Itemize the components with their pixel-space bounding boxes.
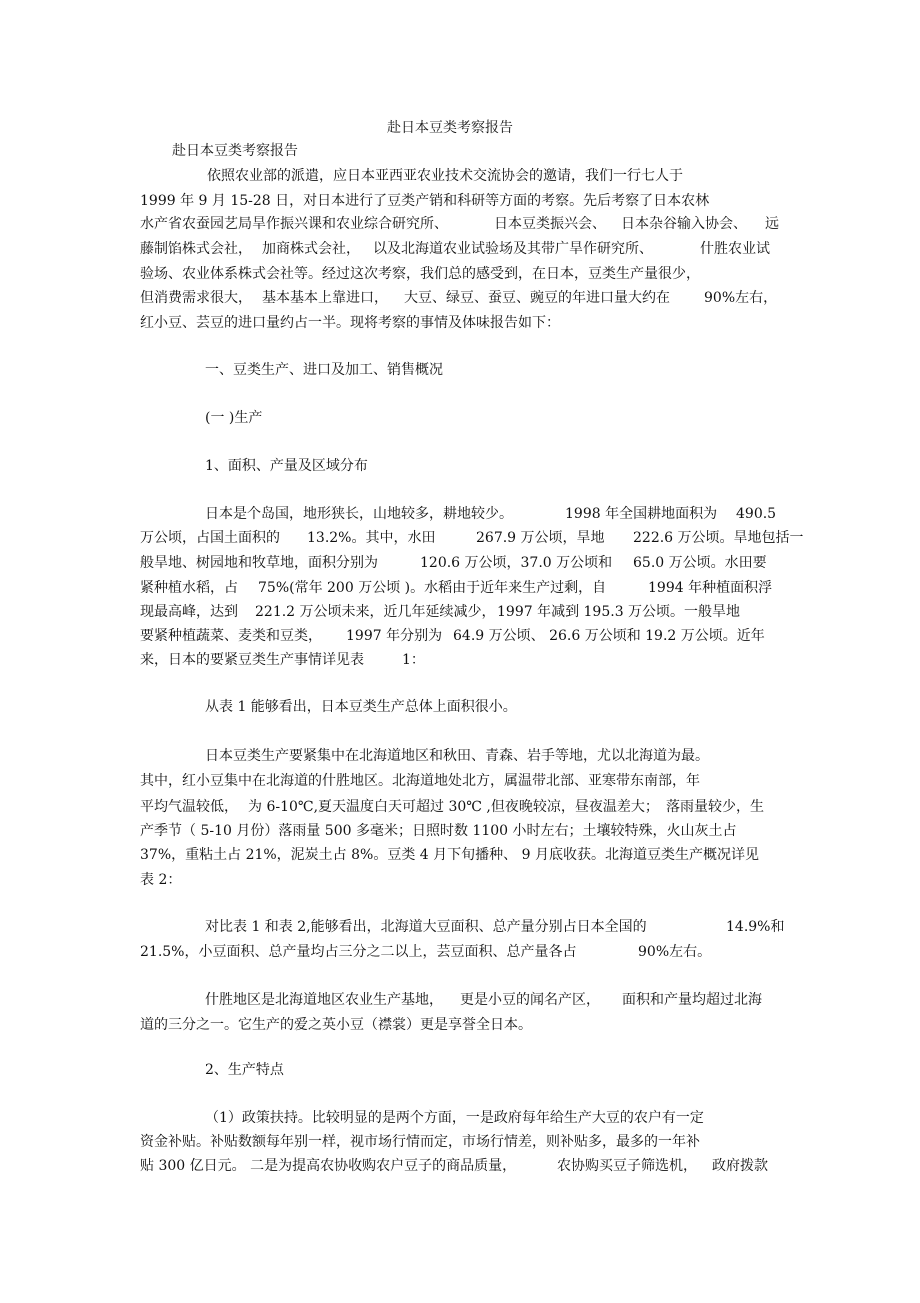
para-line: 贴 300 亿日元。 二是为提高农协收购农户豆子的商品质量， (140, 1158, 517, 1174)
para-line: 万公顷，占国土面积的 (140, 530, 280, 546)
intro-line-seg: 基本基本上靠进口， (262, 290, 388, 306)
intro-line-seg: 90%左右， (704, 290, 778, 306)
para-line-seg: 1998 年全国耕地面积为 (565, 506, 718, 522)
para-line-seg: 农协购买豆子筛选机， (557, 1158, 697, 1174)
document-title: 赴日本豆类考察报告 (387, 120, 513, 136)
para-line: 来，日本的要紧豆类生产事情详见表 (140, 652, 364, 668)
para-line: 现最高峰，达到 (140, 604, 238, 620)
para-line: 其中，红小豆集中在北海道的什胜地区。北海道地处北方，属温带北部、亚寒带东南部，年 (140, 773, 700, 789)
para-line: 般旱地、树园地和牧草地，面积分别为 (140, 555, 378, 571)
para-line-seg: 政府拨款 (712, 1158, 768, 1174)
intro-line-seg: 大豆、绿豆、蚕豆、豌豆的年进口量大约在 (404, 290, 670, 306)
intro-line: 但消费需求很大， (140, 290, 252, 306)
para-line: 日本豆类生产要紧集中在北海道地区和秋田、青森、岩手等地，尤以北海道为最。 (205, 748, 709, 764)
para-line: 道的三分之一。它生产的爱之英小豆（襟裳）更是享誉全日本。 (140, 1017, 532, 1033)
intro-line-seg: 以及北海道农业试验场及其带广旱作研究所、 (373, 241, 653, 257)
para-line-seg: 267.9 万公顷，旱地 (476, 530, 605, 546)
para-line: 表 2： (140, 872, 182, 888)
para-line: （1）政策扶持。比较明显的是两个方面，一是政府每年给生产大豆的农户有一定 (205, 1110, 704, 1126)
para-line-seg: 13.2%。其中，水田 (307, 530, 436, 546)
para-line-seg: 落雨量较少，生 (666, 799, 764, 815)
para-line-seg: 面积和产量均超过北海 (622, 992, 762, 1008)
para-line-seg: 65.0 万公顷。水田要 (633, 555, 767, 571)
para-line: 37%，重粘土占 21%，泥炭土占 8%。豆类 4 月下旬播种、 9 月底收获。北海道豆类生产概况详见 (140, 847, 759, 863)
para-line: 对比表 1 和表 2,能够看出，北海道大豆面积、总产量分别占日本全国的 (205, 919, 647, 935)
intro-line: 红小豆、芸豆的进口量约占一半。现将考察的事情及体味报告如下： (140, 315, 560, 331)
para-line-seg: 1997 年减到 195.3 万公顷。一般旱地 (497, 604, 741, 620)
para-line-seg: 1994 年种植面积浮 (648, 580, 773, 596)
intro-line-seg: 远 (765, 216, 779, 232)
para-line: 产季节（ 5-10 月份）落雨量 500 多毫米；日照时数 1100 小时左右；土壤较特殊，火山灰土占 (140, 823, 737, 839)
item-heading: 1、面积、产量及区域分布 (205, 458, 368, 474)
para-line: 日本是个岛国，地形狭长，山地较多，耕地较少。 (205, 506, 513, 522)
subsection-heading: (一 )生产 (205, 410, 263, 426)
para-line-seg: 222.6 万公顷。旱地包括一 (633, 530, 804, 546)
para-line-seg: 90%左右。 (638, 944, 712, 960)
intro-line-seg: 加商株式会社， (262, 241, 360, 257)
para-line: 什胜地区是北海道地区农业生产基地， (205, 992, 443, 1008)
para-line-seg: 221.2 万公顷未来，近几年延续减少， (255, 604, 496, 620)
para-line: 平均气温较低， (140, 799, 238, 815)
intro-line-seg: 日本豆类振兴会、 (494, 216, 606, 232)
intro-line: 依照农业部的派遣，应日本亚西亚农业技术交流协会的邀请，我们一行七人于 (207, 168, 683, 184)
para-line-seg: 75%(常年 200 万公顷 )。水稻由于近年来生产过剩，自 (258, 580, 607, 596)
para-line-seg: 64.9 万公顷、 26.6 万公顷和 19.2 万公顷。近年 (453, 628, 765, 644)
para-line-seg: 14.9%和 (726, 919, 785, 935)
intro-line: 水产省农蚕园艺局旱作振兴课和农业综合研究所、 (140, 216, 448, 232)
para-line-seg: 为 6-10℃,夏天温度白天可超过 30℃ ,但夜晚较凉，昼夜温差大； (248, 799, 659, 815)
para-line-seg: 更是小豆的闻名产区， (460, 992, 600, 1008)
para-line: 紧种植水稻，占 (140, 580, 238, 596)
intro-line-seg: 日本杂谷输入协会、 (621, 216, 747, 232)
para-line: 要紧种植蔬菜、麦类和豆类， (140, 628, 322, 644)
para-line: 资金补贴。补贴数额每年别一样，视市场行情而定，市场行情差，则补贴多，最多的一年补 (140, 1134, 700, 1150)
para-line: 21.5%，小豆面积、总产量均占三分之二以上，芸豆面积、总产量各占 (140, 944, 577, 960)
para-line-seg: 490.5 (736, 506, 777, 522)
para-line-seg: 120.6 万公顷，37.0 万公顷和 (420, 555, 613, 571)
item-heading: 2、生产特点 (205, 1062, 284, 1078)
para-line-seg: 1997 年分别为 (346, 628, 443, 644)
intro-line: 1999 年 9 月 15-28 日，对日本进行了豆类产销和科研等方面的考察。先后考察了日本农林 (140, 193, 710, 209)
section-heading: 一、豆类生产、进口及加工、销售概况 (205, 362, 443, 378)
document-subtitle: 赴日本豆类考察报告 (172, 143, 298, 159)
intro-line: 藤制馅株式会社， (140, 241, 252, 257)
intro-line-seg: 什胜农业试 (700, 241, 770, 257)
para-line-seg: 1： (402, 652, 425, 668)
para-line: 从表 1 能够看出，日本豆类生产总体上面积很小。 (205, 699, 517, 715)
intro-line: 验场、农业体系株式会社等。经过这次考察，我们总的感受到，在日本，豆类生产量很少， (140, 266, 700, 282)
